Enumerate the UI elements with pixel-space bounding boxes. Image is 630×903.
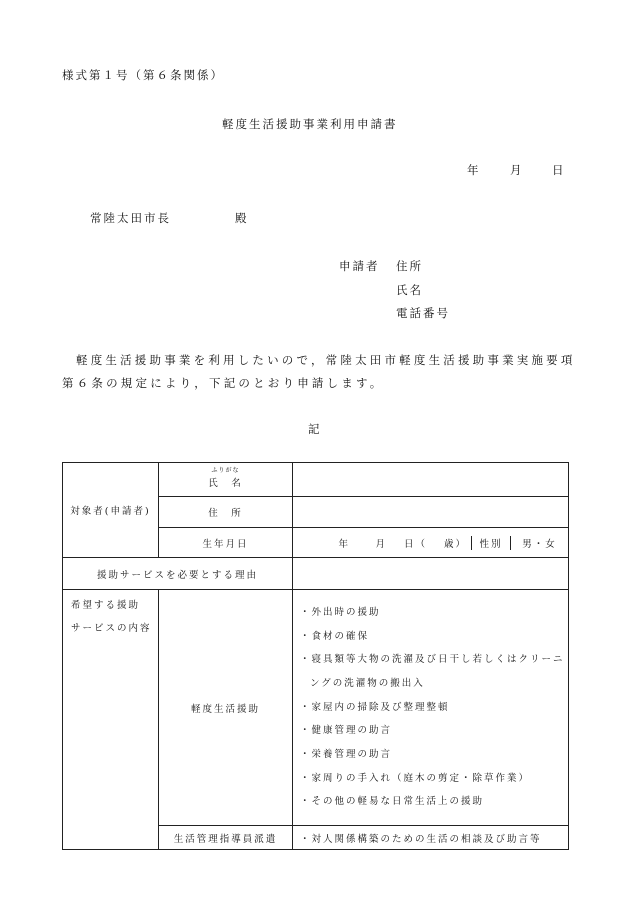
body-text-line-1: 軽度生活援助事業を利用したいので，常陸太田市軽度生活援助事業実施要項 [76,353,576,367]
address-field[interactable] [293,497,569,528]
service-item: ・家屋内の掃除及び整理整頓 [300,701,450,713]
service-item: ・食材の確保 [300,630,370,642]
sex-label: 性別 [471,536,511,550]
ki-heading: 記 [308,422,320,436]
date-year: 年 [467,163,479,177]
birth-year: 年 [338,538,350,550]
service-item: ・その他の軽易な日常生活上の援助 [300,796,485,808]
guidance-service: ・対人関係構築のための生活の相談及び助言等 [293,826,569,850]
birth-day: 日（ [403,538,427,550]
application-table [62,462,569,850]
applicant-address-label: 住所 [396,259,423,273]
birth-age: 歳） [443,538,467,550]
applicant-name-label: 氏名 [396,283,423,297]
honorific: 殿 [235,211,247,225]
reason-field[interactable] [293,558,569,590]
service-item: ・健康管理の助言 [300,725,393,737]
service-item: ・栄養管理の助言 [300,749,393,761]
service-item: ・寝具類等大物の洗濯及び日干し若しくはクリーニ [300,654,565,666]
subject-label: 対象者(申請者) [63,463,159,558]
applicant-label: 申請者 [339,259,380,273]
applicant-phone-label: 電話番号 [396,306,450,320]
date-day: 日 [552,163,564,177]
furigana-label: ふりがな [211,467,240,474]
date-month: 月 [510,163,522,177]
birthdate-field[interactable] [293,528,569,558]
body-text-line-2: 第６条の規定により，下記のとおり申請します。 [62,376,385,390]
desired-services-line-2: サービスの内容 [71,623,152,634]
service-item-continued: ングの洗濯物の搬出入 [310,677,425,689]
name-field[interactable] [293,463,569,497]
service-item: ・外出時の援助 [300,606,381,618]
birthdate-label: 生年月日 [159,528,293,558]
service-item: ・家周りの手入れ（庭木の剪定・除草作業） [300,772,531,784]
name-label: 氏 名 [208,478,243,489]
light-support-services [293,590,569,826]
name-label-cell [159,463,293,497]
birth-month: 月 [375,538,387,550]
desired-services-label [63,590,159,850]
addressee: 常陸太田市長 [90,211,171,225]
form-number: 様式第１号（第６条関係） [62,68,224,82]
guidance-label: 生活管理指導員派遣 [159,826,293,850]
reason-label: 援助サービスを必要とする理由 [63,558,293,590]
address-label: 住 所 [159,497,293,528]
desired-services-line-1: 希望する援助 [71,600,141,611]
document-title: 軽度生活援助事業利用申請書 [222,117,398,131]
sex-value[interactable]: 男・女 [522,538,557,550]
light-support-label: 軽度生活援助 [159,590,293,826]
